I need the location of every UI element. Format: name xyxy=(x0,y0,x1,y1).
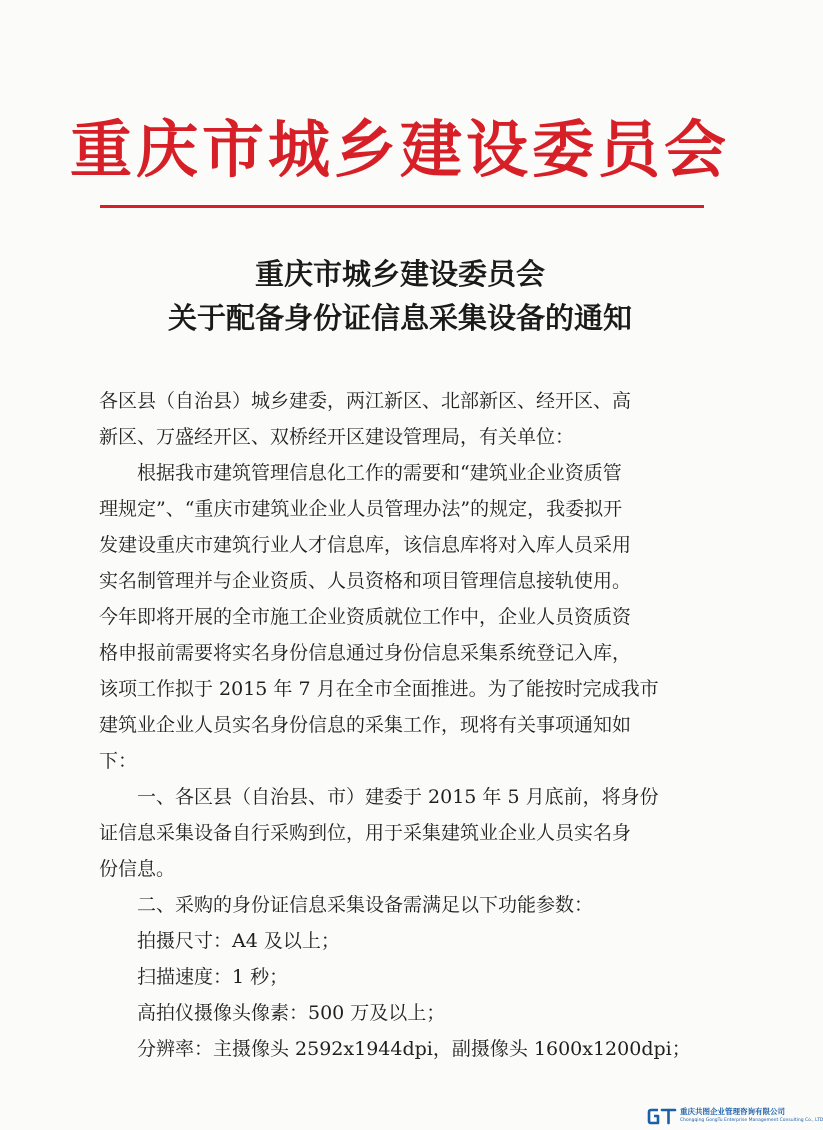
body-line: 分辨率：主摄像头 2592x1944dpi，副摄像头 1600x1200dpi； xyxy=(137,1038,691,1060)
footer-company-cn: 重庆共图企业管理咨询有限公司 xyxy=(680,1107,785,1116)
body-line: 一、各区县（自治县、市）建委于 2015 年 5 月底前，将身份 xyxy=(137,786,659,808)
body-line: 证信息采集设备自行采购到位，用于采集建筑业企业人员实名身 xyxy=(99,822,632,844)
body-line: 根据我市建筑管理信息化工作的需要和“建筑业企业资质管 xyxy=(137,462,622,484)
body-line: 拍摄尺寸：A4 及以上； xyxy=(137,930,340,952)
body-line: 份信息。 xyxy=(99,858,176,880)
body-line: 高拍仪摄像头像素：500 万及以上； xyxy=(137,1002,446,1024)
body-line: 二、采购的身份证信息采集设备需满足以下功能参数： xyxy=(137,894,594,916)
document-title-line-2: 关于配备身份证信息采集设备的通知 xyxy=(167,301,632,335)
body-line: 下： xyxy=(99,750,138,772)
body-line: 扫描速度：1 秒； xyxy=(137,966,289,988)
footer-company xyxy=(680,1106,823,1124)
body-line: 各区县（自治县）城乡建委，两江新区、北部新区、经开区、高 xyxy=(99,390,632,412)
gt-logo-icon xyxy=(648,1108,676,1125)
body-line: 新区、万盛经开区、双桥经开区建设管理局，有关单位： xyxy=(99,426,575,448)
masthead-org-name: 重庆市城乡建设委员会 xyxy=(69,113,730,186)
document-title-line-1: 重庆市城乡建设委员会 xyxy=(254,257,545,291)
body-line: 发建设重庆市建筑行业人才信息库，该信息库将对入库人员采用 xyxy=(99,534,632,556)
body-line: 实名制管理并与企业资质、人员资格和项目管理信息接轨使用。 xyxy=(99,570,632,592)
body-line: 格申报前需要将实名身份信息通过身份信息采集系统登记入库， xyxy=(99,642,632,664)
masthead-red-rule xyxy=(100,205,704,208)
body-line: 今年即将开展的全市施工企业资质就位工作中，企业人员资质资 xyxy=(99,606,632,628)
body-line: 建筑业企业人员实名身份信息的采集工作，现将有关事项通知如 xyxy=(99,714,632,736)
body-line: 理规定”、“重庆市建筑业企业人员管理办法”的规定，我委拟开 xyxy=(99,498,623,520)
body-line: 该项工作拟于 2015 年 7 月在全市全面推进。为了能按时完成我市 xyxy=(99,678,659,700)
footer-company-en: Chongqing GongTu Enterprise Management Consulting Co., LTD xyxy=(680,1118,823,1123)
